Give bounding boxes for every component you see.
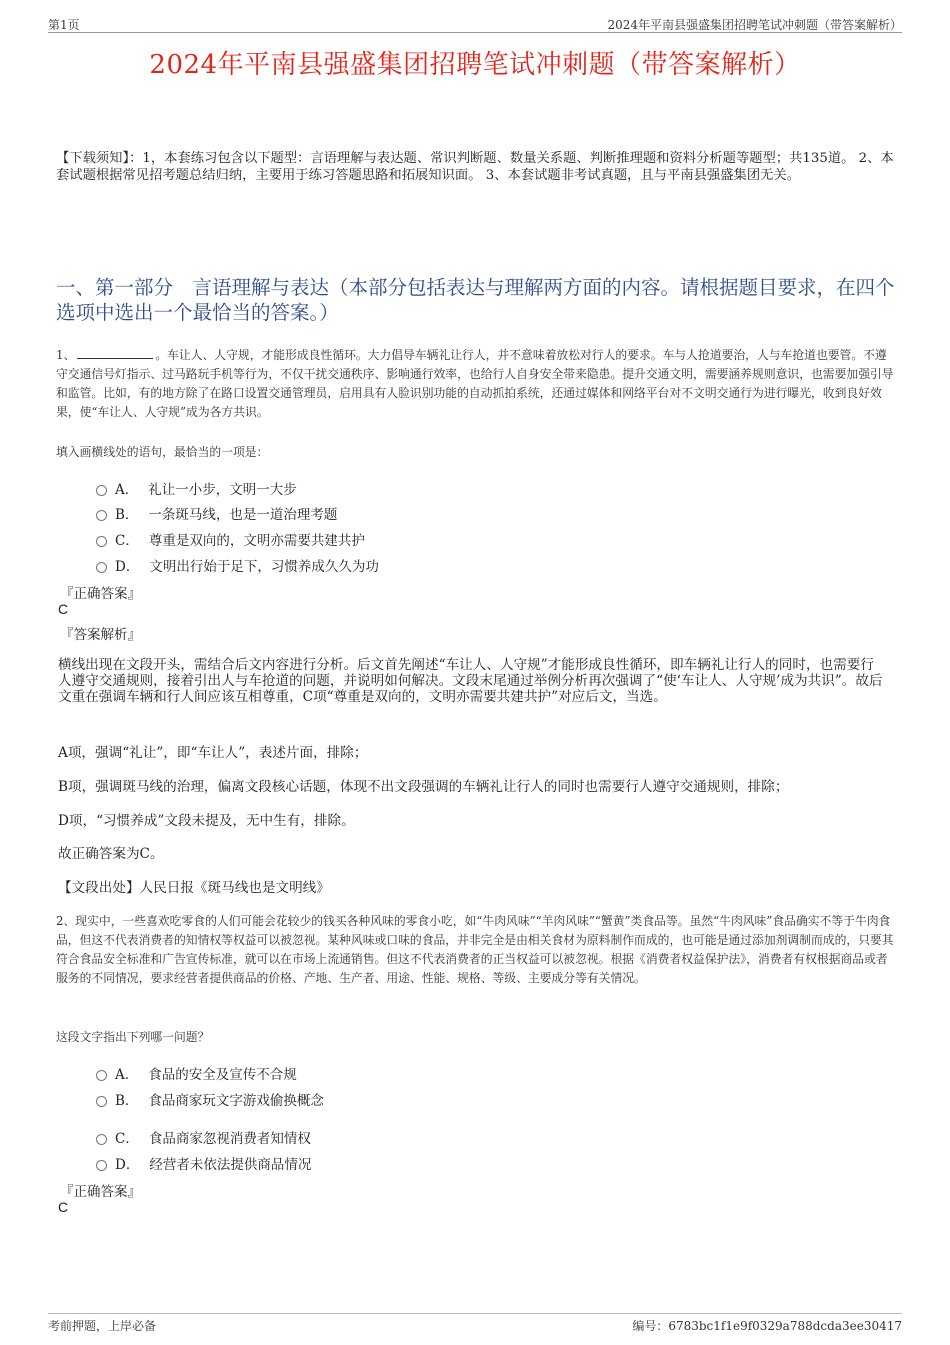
radio-icon[interactable] (96, 1070, 107, 1081)
q1-analysis-conclusion: 故正确答案为C。 (58, 846, 164, 862)
question-1-prompt: 填入画横线处的语句，最恰当的一项是： (56, 445, 269, 459)
option-text: 食品商家忽视消费者知情权 (148, 1131, 311, 1147)
option-text: 经营者未依法提供商品情况 (149, 1157, 312, 1173)
q2-option-c[interactable] (96, 1127, 311, 1147)
q2-option-a[interactable] (96, 1063, 297, 1083)
q1-analysis-main: 横线出现在文段开头，需结合后文内容进行分析。后文首先阐述“车让人、人守规”才能形成良性循环，即车辆礼让行人的同时，也需要行人遵守交通规则，接着引出人与车抢道的问题，并说明如何解决。文段末尾通过举例分析再次强调了“使‘车让人、人守规’成为共识”。故后文重在强调车辆和行人间应该互相尊重，C项“尊重是双向的，文明亦需要共建共护”对应后文，当选。 (58, 657, 883, 705)
page-header (48, 14, 902, 33)
header-doc-title: 2024年平南县强盛集团招聘笔试冲刺题（带答案解析） (607, 18, 902, 32)
option-text: 礼让一小步，文明一大步 (148, 482, 297, 498)
q2-answer: C (58, 1199, 69, 1215)
q1-analysis-a: A项，强调“礼让”，即“车让人”，表述片面，排除； (58, 745, 368, 761)
document-title: 2024年平南县强盛集团招聘笔试冲刺题（带答案解析） (149, 50, 801, 80)
question-2-text: 2、现实中，一些喜欢吃零食的人们可能会花较少的钱买各种风味的零食小吃，如“牛肉风味”“羊肉风味”“蟹黄”类食品等。虽然“牛肉风味”食品确实不等于牛肉食品，但这不代表消费者的知情权等权益可以被忽视。某种风味或口味的食品，并非完全是由相关食材为原料制作而成的，也可能是通过添加剂调制而成的，只要其符合食品安全标准和广告宣传标准，就可以在市场上流通销售。但这不代表消费者的正当权益可以被忽视。根据《消费者权益保护法》，消费者有权根据商品或者服务的不同情况，要求经营者提供商品的价格、产地、生产者、用途、性能、规格、等级、主要成分等有关情况。 (56, 914, 894, 985)
fill-blank (77, 346, 153, 359)
question-1-text (56, 346, 896, 422)
q2-option-d[interactable] (96, 1153, 311, 1173)
q1-answer-label: 『正确答案』 (60, 586, 141, 602)
radio-icon[interactable] (96, 1160, 107, 1171)
page-footer (48, 1313, 902, 1334)
section-heading: 一、第一部分 言语理解与表达（本部分包括表达与理解两方面的内容。请根据题目要求，在四个选项中选出一个最恰当的答案。） (56, 276, 895, 324)
radio-icon[interactable] (96, 1134, 107, 1145)
option-letter: A． (115, 1067, 139, 1083)
q1-analysis-b: B项，强调斑马线的治理，偏离文段核心话题，体现不出文段强调的车辆礼让行人的同时也需要行人遵守交通规则，排除； (58, 779, 789, 795)
option-letter: C． (115, 533, 139, 549)
q1-source: 【文段出处】人民日报《斑马线也是文明线》 (58, 880, 330, 896)
option-letter: B． (115, 507, 139, 523)
q1-option-c[interactable] (96, 529, 365, 549)
page-number: 第1页 (48, 18, 80, 32)
radio-icon[interactable] (96, 1096, 107, 1107)
radio-icon[interactable] (96, 485, 107, 496)
option-text: 文明出行始于足下，习惯养成久久为功 (149, 559, 379, 575)
footer-doc-id: 编号：6783bc1f1e9f0329a788dcda3ee30417 (632, 1319, 902, 1333)
option-text: 食品的安全及宣传不合规 (148, 1067, 297, 1083)
option-text: 尊重是双向的，文明亦需要共建共护 (148, 533, 365, 549)
option-letter: D． (115, 559, 140, 575)
question-2-prompt: 这段文字指出下列哪一问题？ (56, 1030, 210, 1044)
q1-option-d[interactable] (96, 555, 379, 575)
q2-option-b[interactable] (96, 1089, 324, 1109)
option-letter: B． (115, 1093, 139, 1109)
question-1-number: 1、 (56, 348, 76, 362)
q1-option-b[interactable] (96, 503, 337, 523)
radio-icon[interactable] (96, 536, 107, 547)
option-letter: D． (115, 1157, 140, 1173)
q2-answer-label: 『正确答案』 (60, 1184, 141, 1200)
q1-analysis-d: D项，“习惯养成”文段未提及，无中生有，排除。 (58, 813, 355, 829)
download-notice: 【下载须知】：1，本套练习包含以下题型：言语理解与表达题、常识判断题、数量关系题、判断推理题和资料分析题等题型；共135道。 2、本套试题根据常见招考题总结归纳，主要用于练习答题思路和拓展知识面。 3、本套试题非考试真题，且与平南县强盛集团无关。 (56, 151, 894, 183)
option-letter: A． (115, 482, 139, 498)
radio-icon[interactable] (96, 510, 107, 521)
q1-answer: C (58, 601, 69, 617)
option-text: 食品商家玩文字游戏偷换概念 (148, 1093, 324, 1109)
option-text: 一条斑马线，也是一道治理考题 (148, 507, 338, 523)
q1-analysis-label: 『答案解析』 (60, 627, 141, 643)
question-1-body: 。车让人、人守规，才能形成良性循环。大力倡导车辆礼让行人，并不意味着放松对行人的要求。车与人抢道要治，人与车抢道也要管。不遵守交通信号灯指示、过马路玩手机等行为，不仅干扰交通秩序、影响通行效率，也给行人自身安全带来隐患。提升交通文明，需要涵养规则意识，也需要加强引导和监管。比如，有的地方除了在路口设置交通管理员，启用具有人脸识别功能的自动抓拍系统，还通过媒体和网络平台对不文明交通行为进行曝光，收到良好效果，使“车让人、人守规”成为各方共识。 (56, 348, 894, 419)
footer-slogan: 考前押题，上岸必备 (48, 1319, 157, 1333)
q1-option-a[interactable] (96, 478, 297, 498)
radio-icon[interactable] (96, 562, 107, 573)
option-letter: C． (115, 1131, 139, 1147)
